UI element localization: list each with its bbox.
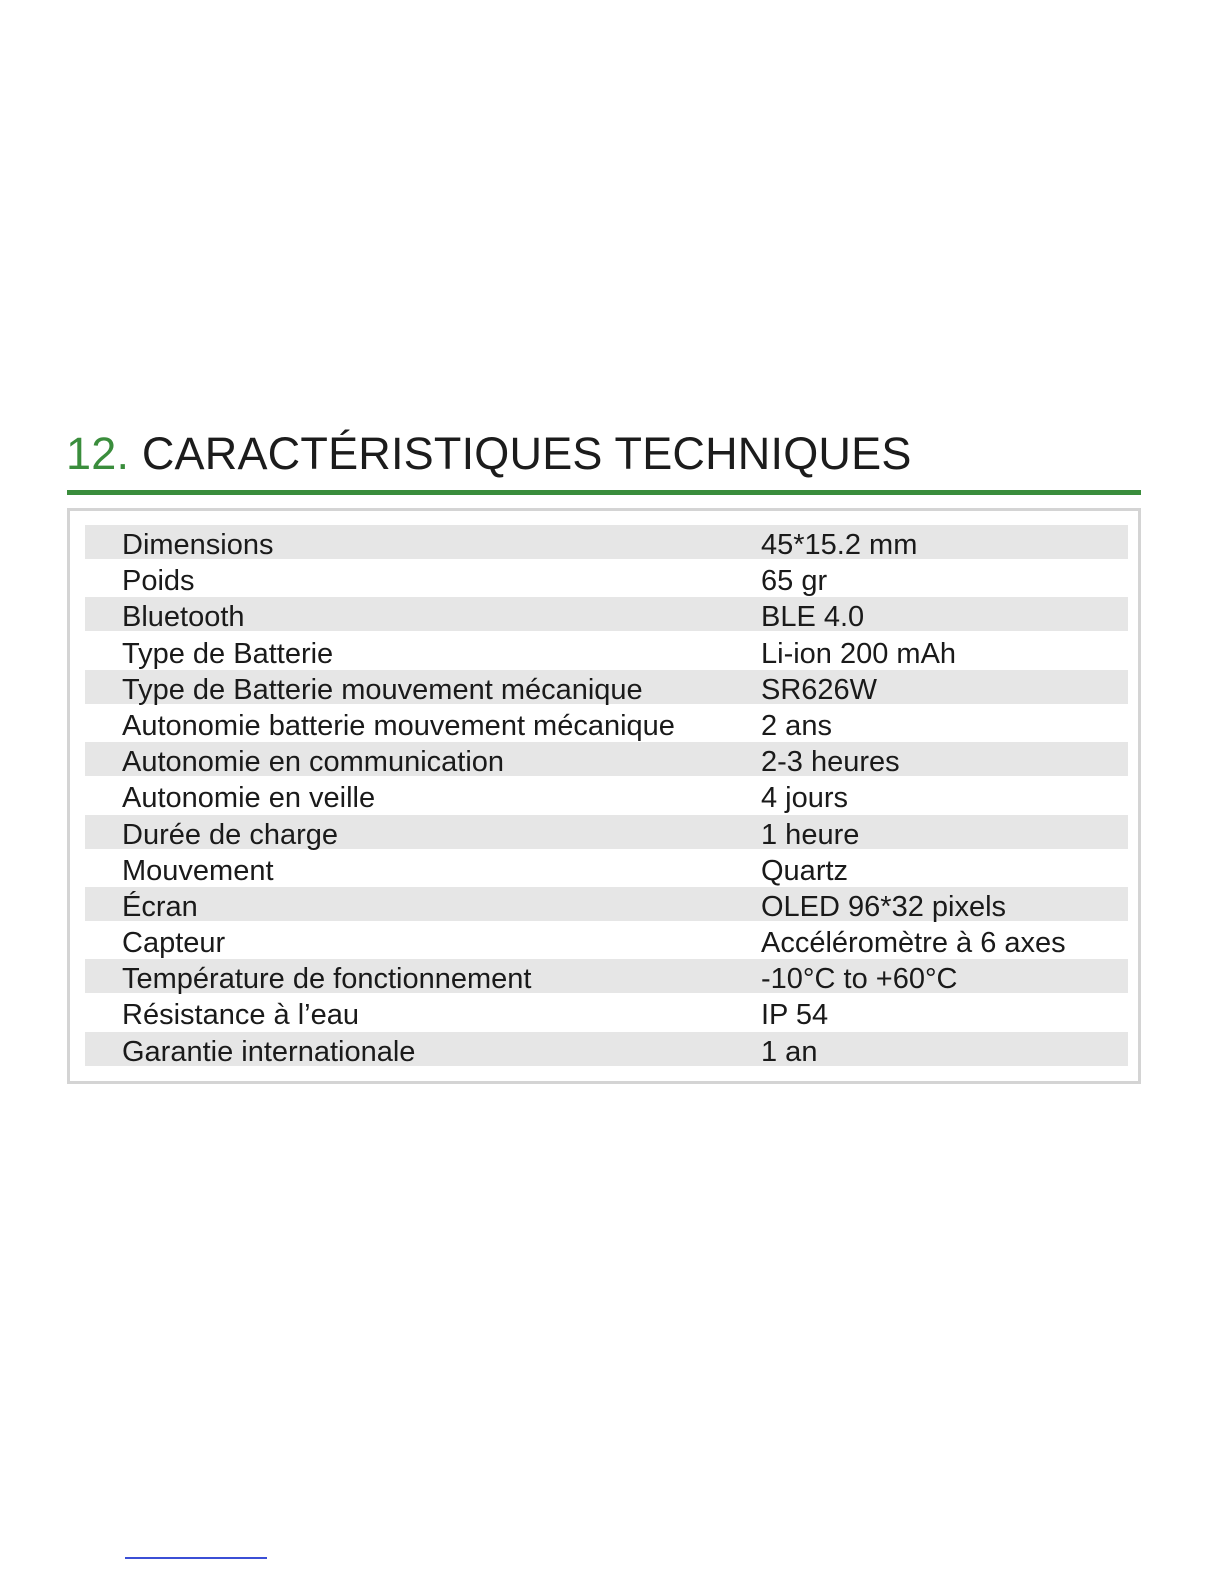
spec-label: Autonomie en communication [122,746,505,779]
spec-row [85,706,1128,740]
spec-value: Accéléromètre à 6 axes [761,927,1066,960]
spec-value: SR626W [761,673,878,706]
spec-row [85,525,1128,559]
spec-row [85,778,1128,815]
spec-row [85,923,1128,960]
spec-value: -10°C to +60°C [761,963,958,996]
spec-row [85,887,1128,921]
spec-label: Autonomie batterie mouvement mécanique [122,709,675,742]
spec-row [85,634,1128,668]
spec-value: 2 ans [761,709,832,742]
spec-row [85,742,1128,779]
section-number: 12. [66,428,130,479]
spec-label: Écran [122,890,198,923]
spec-row [85,995,1128,1032]
spec-value: 45*15.2 mm [761,529,918,561]
spec-label: Autonomie en veille [122,782,376,815]
spec-row [85,670,1128,704]
spec-row [85,597,1128,634]
spec-label: Poids [122,565,195,598]
spec-value: 4 jours [761,782,849,815]
spec-row [85,1032,1128,1066]
spec-label: Type de Batterie [122,637,334,670]
spec-label: Type de Batterie mouvement mécanique [122,673,643,706]
spec-label: Mouvement [122,854,274,887]
footer-divider [125,1557,267,1559]
spec-label: Résistance à l’eau [122,999,359,1032]
spec-value: BLE 4.0 [761,601,865,634]
spec-value: 65 gr [761,565,828,598]
spec-label: Garantie internationale [122,1035,416,1068]
spec-label: Dimensions [122,529,274,561]
spec-value: Quartz [761,854,849,887]
spec-value: OLED 96*32 pixels [761,890,1007,923]
spec-label: Température de fonctionnement [122,963,532,996]
spec-row [85,815,1128,849]
spec-value: 2-3 heures [761,746,900,779]
spec-value: 1 an [761,1035,818,1068]
section-heading [66,424,1142,484]
heading-divider [67,490,1141,495]
section-title: CARACTÉRISTIQUES TECHNIQUES [141,428,912,479]
spec-value: 1 heure [761,818,860,851]
spec-value: Li-ion 200 mAh [761,637,957,670]
spec-table [85,525,1128,1068]
spec-label: Durée de charge [122,818,339,851]
spec-row [85,959,1128,996]
spec-row [85,851,1128,885]
spec-label: Capteur [122,927,226,960]
spec-label: Bluetooth [122,601,245,634]
spec-table-frame [67,508,1141,1084]
spec-row [85,561,1128,598]
spec-value: IP 54 [761,999,829,1032]
